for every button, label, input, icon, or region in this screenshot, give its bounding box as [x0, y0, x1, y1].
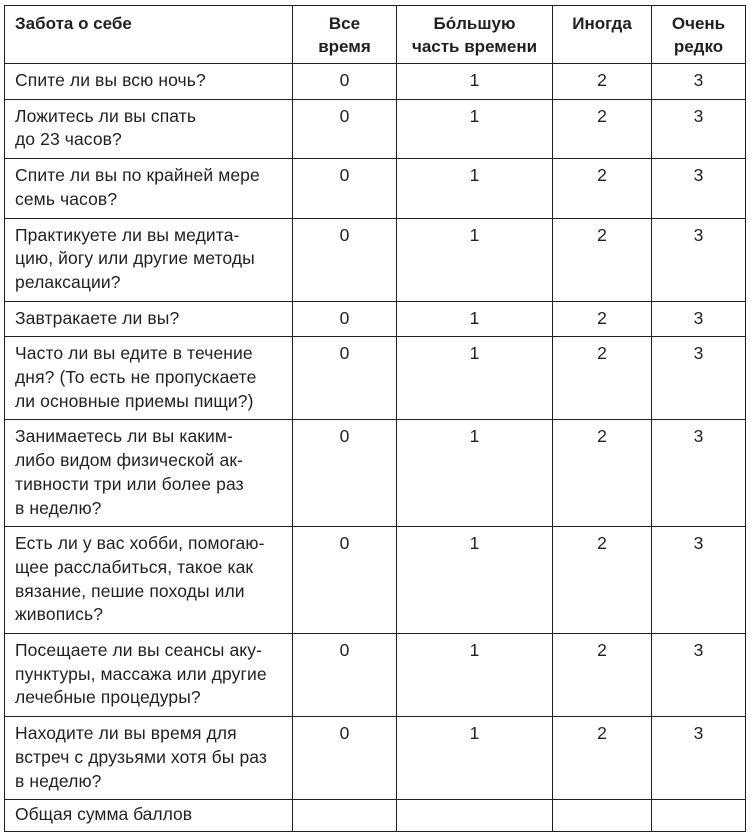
score-sometimes: 2	[553, 99, 652, 158]
total-cell-all-the-time	[293, 800, 397, 832]
question-line: Посещаете ли вы сеансы аку-	[15, 640, 263, 661]
header-line: редко	[673, 37, 724, 56]
table-row	[5, 337, 746, 420]
question-line: Ложитесь ли вы спать	[15, 105, 197, 126]
table-row	[5, 64, 746, 100]
score-sometimes: 2	[553, 301, 652, 337]
score-most-of-the-time: 1	[397, 159, 553, 218]
question-column-header: Забота о себе	[5, 6, 293, 64]
total-cell-sometimes	[553, 800, 652, 832]
score-most-of-the-time: 1	[397, 634, 553, 717]
score-all-the-time: 0	[293, 527, 397, 634]
question-line: Часто ли вы едите в течение	[15, 343, 253, 364]
score-rarely: 3	[652, 634, 746, 717]
question-line: семь часов?	[15, 188, 118, 209]
header-line: Все	[328, 14, 361, 33]
table-row	[5, 301, 746, 337]
score-rarely: 3	[652, 99, 746, 158]
table-row	[5, 218, 746, 301]
question-line: цию, йогу или другие методы	[15, 248, 255, 269]
header-row	[5, 6, 746, 64]
header-line: Иногда	[572, 14, 632, 33]
question-line: в неделю?	[15, 770, 102, 791]
score-all-the-time: 0	[293, 337, 397, 420]
score-all-the-time: 0	[293, 64, 397, 100]
question-cell	[5, 717, 293, 800]
question-line: лечебные процедуры?	[15, 687, 201, 708]
question-cell	[5, 99, 293, 158]
header-sometimes	[553, 6, 652, 64]
table-row	[5, 99, 746, 158]
score-most-of-the-time: 1	[397, 527, 553, 634]
score-rarely: 3	[652, 420, 746, 527]
table-row	[5, 634, 746, 717]
question-cell	[5, 301, 293, 337]
question-line: пунктуры, массажа или другие	[15, 663, 267, 684]
question-cell	[5, 527, 293, 634]
question-line: либо видом физической ак-	[15, 450, 244, 471]
question-line: Спите ли вы по крайней мере	[15, 165, 260, 186]
score-sometimes: 2	[553, 717, 652, 800]
question-line: Есть ли у вас хобби, помогаю-	[15, 533, 265, 554]
question-line: Находите ли вы время для	[15, 723, 237, 744]
score-sometimes: 2	[553, 159, 652, 218]
question-line: Практикуете ли вы медита-	[15, 224, 240, 245]
score-most-of-the-time: 1	[397, 337, 553, 420]
table-row	[5, 717, 746, 800]
score-rarely: 3	[652, 159, 746, 218]
score-most-of-the-time: 1	[397, 218, 553, 301]
table-row	[5, 527, 746, 634]
question-line: тивности три или более раз	[15, 473, 244, 494]
total-row	[5, 800, 746, 832]
score-rarely: 3	[652, 218, 746, 301]
question-line: Занимаетесь ли вы каким-	[15, 426, 233, 447]
score-sometimes: 2	[553, 218, 652, 301]
self-care-score-table	[4, 5, 746, 832]
score-sometimes: 2	[553, 337, 652, 420]
question-cell	[5, 64, 293, 100]
header-all-the-time	[293, 6, 397, 64]
question-line: живопись?	[15, 604, 104, 625]
table-row	[5, 420, 746, 527]
table-row	[5, 159, 746, 218]
question-cell	[5, 159, 293, 218]
score-rarely: 3	[652, 527, 746, 634]
score-rarely: 3	[652, 301, 746, 337]
score-most-of-the-time: 1	[397, 64, 553, 100]
score-rarely: 3	[652, 717, 746, 800]
header-most-of-the-time	[397, 6, 553, 64]
header-line: время	[318, 37, 371, 56]
question-line: ли основные приемы пищи?)	[15, 390, 254, 411]
question-line: Завтракаете ли вы?	[15, 307, 180, 328]
question-line: до 23 часов?	[15, 129, 122, 150]
header-line: часть времени	[411, 37, 538, 56]
question-cell	[5, 337, 293, 420]
total-cell-rarely	[652, 800, 746, 832]
header-line: Очень	[671, 14, 726, 33]
total-cell-most-of-the-time	[397, 800, 553, 832]
score-most-of-the-time: 1	[397, 420, 553, 527]
score-sometimes: 2	[553, 420, 652, 527]
score-all-the-time: 0	[293, 218, 397, 301]
question-cell	[5, 420, 293, 527]
score-all-the-time: 0	[293, 159, 397, 218]
score-most-of-the-time: 1	[397, 717, 553, 800]
score-rarely: 3	[652, 64, 746, 100]
score-all-the-time: 0	[293, 301, 397, 337]
score-all-the-time: 0	[293, 634, 397, 717]
table-body	[5, 64, 746, 800]
question-cell	[5, 634, 293, 717]
question-cell	[5, 218, 293, 301]
score-sometimes: 2	[553, 64, 652, 100]
score-all-the-time: 0	[293, 717, 397, 800]
score-sometimes: 2	[553, 634, 652, 717]
question-line: Спите ли вы всю ночь?	[15, 70, 206, 90]
question-line: встреч с друзьями хотя бы раз	[15, 746, 268, 767]
score-most-of-the-time: 1	[397, 99, 553, 158]
score-all-the-time: 0	[293, 99, 397, 158]
score-most-of-the-time: 1	[397, 301, 553, 337]
question-line: в неделю?	[15, 497, 102, 518]
score-rarely: 3	[652, 337, 746, 420]
score-sometimes: 2	[553, 527, 652, 634]
score-all-the-time: 0	[293, 420, 397, 527]
header-rarely	[652, 6, 746, 64]
question-line: дня? (То есть не пропускаете	[15, 367, 257, 388]
question-line: вязание, пешие походы или	[15, 580, 245, 601]
total-label: Общая сумма баллов	[5, 800, 293, 832]
header-line: Бо́льшую	[433, 14, 516, 33]
question-line: щее расслабиться, такое как	[15, 556, 254, 577]
question-line: релаксации?	[15, 271, 121, 292]
